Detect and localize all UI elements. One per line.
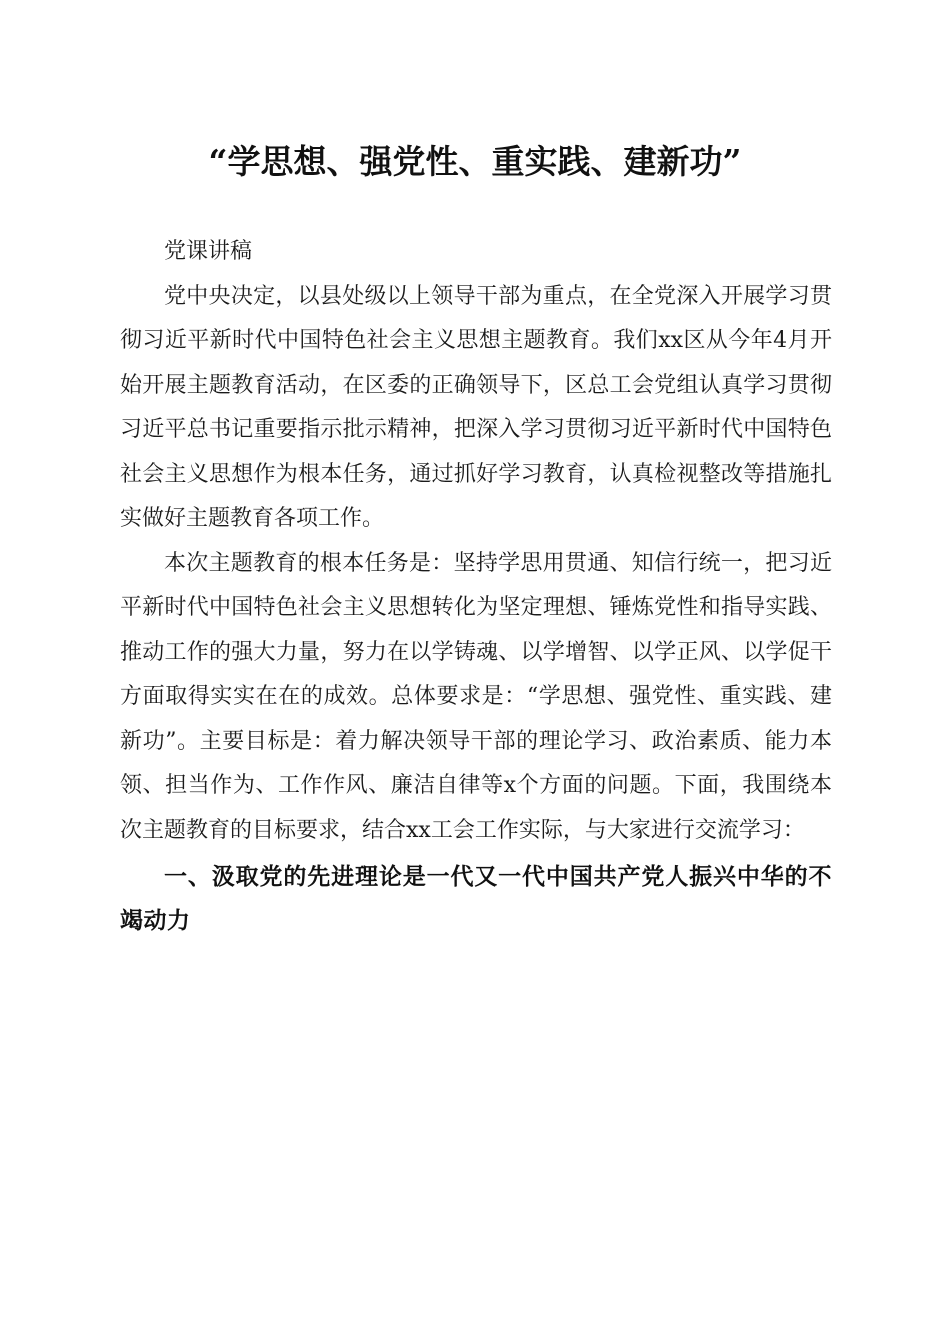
- document-subtitle: 党课讲稿: [164, 239, 253, 264]
- body-paragraph-1: 党中央决定，以县处级以上领导干部为重点，在全党深入开展学习贯彻习近平新时代中国特色社会主义思想主题教育。我们xx区从今年4月开始开展主题教育活动，在区委的正确领导下，区总工会党组认真学习贯彻习近平总书记重要指示批示精神，把深入学习贯彻习近平新时代中国特色社会主义思想作为根本任务，通过抓好学习教育，认真检视整改等措施扎实做好主题教育各项工作。: [120, 283, 832, 531]
- section-heading: 一、汲取党的先进理论是一代又一代中国共产党人振兴中华的不竭动力: [120, 864, 832, 934]
- body-paragraph-2: 本次主题教育的根本任务是：坚持学思用贯通、知信行统一，把习近平新时代中国特色社会主义思想转化为坚定理想、锤炼党性和指导实践、推动工作的强大力量，努力在以学铸魂、以学增智、以学正风、以学促干方面取得实实在在的成效。总体要求是：“学思想、强党性、重实践、建新功”。主要目标是：着力解决领导干部的理论学习、政治素质、能力本领、担当作为、工作作风、廉洁自律等x个方面的问题。下面，我围绕本次主题教育的目标要求，结合xx工会工作实际，与大家进行交流学习：: [120, 550, 832, 843]
- document-title: “学思想、强党性、重实践、建新功”: [208, 142, 742, 181]
- document-body: [120, 230, 832, 943]
